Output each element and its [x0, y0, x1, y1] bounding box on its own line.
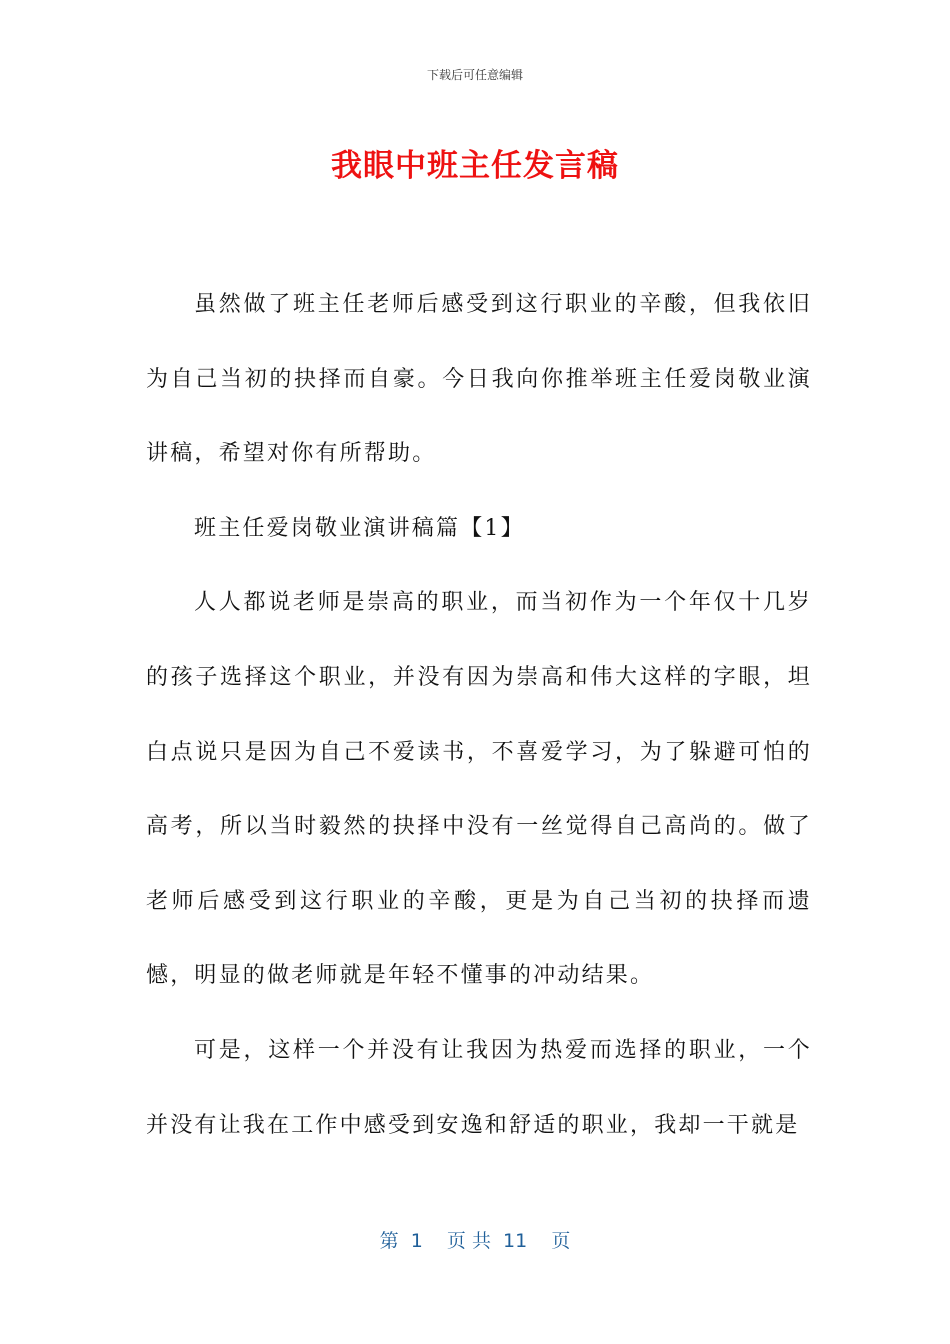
- document-body: [146, 268, 812, 1163]
- paragraph-section-heading: 班主任爱岗敬业演讲稿篇【1】: [194, 515, 525, 541]
- paragraph-body-2: 可是，这样一个并没有让我因为热爱而选择的职业，一个并没有让我在工作中感受到安逸和舒适的职业，我却一干就是: [146, 1037, 812, 1138]
- page-footer: 第 1 页 共 11 页: [379, 1230, 571, 1252]
- paragraph-intro: 虽然做了班主任老师后感受到这行职业的辛酸，但我依旧为自己当初的抉择而自豪。今日我向你推举班主任爱岗敬业演讲稿，希望对你有所帮助。: [146, 292, 812, 467]
- paragraph-body-1: 人人都说老师是崇高的职业，而当初作为一个年仅十几岁的孩子选择这个职业，并没有因为崇高和伟大这样的字眼，坦白点说只是因为自己不爱读书，不喜爱学习，为了躲避可怕的高考，所以当时毅然的抉择中没有一丝觉得自己高尚的。做了老师后感受到这行职业的辛酸，更是为自己当初的抉择而遗憾，明显的做老师就是年轻不懂事的冲动结果。: [146, 590, 812, 989]
- header-note: 下载后可任意编辑: [426, 68, 523, 82]
- document-title: 我眼中班主任发言稿: [331, 148, 619, 184]
